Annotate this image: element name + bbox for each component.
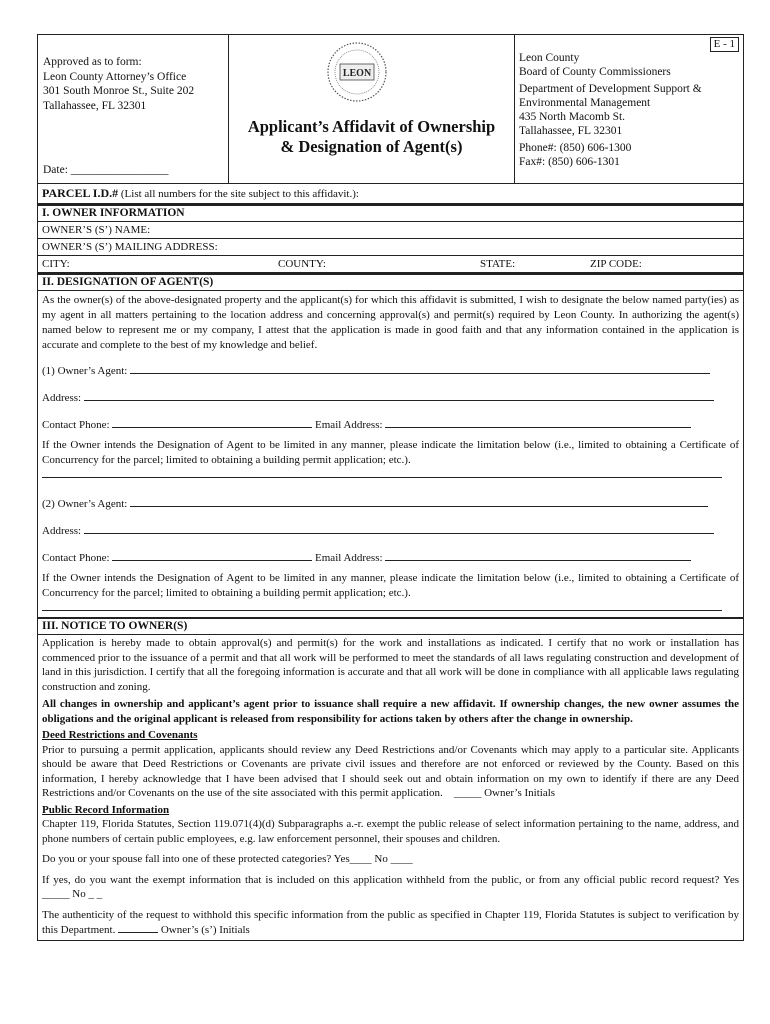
public-record-para: Chapter 119, Florida Statutes, Section 119.071(4)(d) Subparagraphs a.-r. exempt the public release of select information pertaining to the name, address, and phone numbers of certain public employees, e.g. law enforcement personnel, their spouses and children. xyxy=(42,818,739,845)
county-field[interactable]: COUNTY: xyxy=(278,258,326,270)
title-block xyxy=(229,35,515,183)
notice-heading: III. NOTICE TO OWNER(S) xyxy=(38,617,743,635)
approval-block xyxy=(38,35,229,183)
agent2-limitation-field[interactable] xyxy=(38,600,743,615)
agent1-limitation-text: If the Owner intends the Designation of Agent to be limited in any manner, please indicate the limitation below (i.e., limited to obtaining a Certificate of Concurrency for the parcel; limited to obtaining a building permit application; etc.). xyxy=(42,439,739,466)
deed-initials-field[interactable]: _____ Owner’s Initials xyxy=(453,787,556,799)
page-title: Applicant’s Affidavit of Ownership & Designation of Agent(s) xyxy=(247,117,496,156)
zip-field[interactable]: ZIP CODE: xyxy=(590,258,642,270)
notice-para: Application is hereby made to obtain approval(s) and permit(s) for the work and installations as indicated. I certify that no work or installation has commenced prior to the issuance of a permit and that all work will be performed to meet the standards of all laws regulating construction and development of land in this jurisdiction. I certify that all the foregoing information is accurate and that all work will be done in compliance with all applicable laws regulating construction and zoning. xyxy=(42,637,739,693)
deed-para: Prior to pursuing a permit application, applicants should review any Deed Restrictions and/or Covenants which may apply to a particular site. Applicants should be aware that Deed Restrictions or Covenants are private civil issues and therefore are not enforced or reviewed by the County. Based on this information, I hereby acknowledge that I have been advised that I should seek out and obtain information on my own to identify if there are any Deed Restrictions and/or Covenants on the use of the site associated with this permit application. _____ Owner’s Initials xyxy=(42,743,739,799)
approved-line: 301 South Monroe St., Suite 202 xyxy=(43,85,195,97)
ownership-change-notice: All changes in ownership and applicant’s agent prior to issuance shall require a new affidavit. If ownership changes, the new owner assumes the obligations and the original applicant is released from responsibility for actions taken by others after the change in ownership. xyxy=(42,698,739,725)
authenticity-para: The authenticity of the request to withhold this specific information from the public as specified in Chapter 119, Florida Statutes is subject to verification by this Department. Owner’s (s’) Initials xyxy=(42,908,739,936)
agent1-contact-row[interactable]: Contact Phone: Email Address: xyxy=(38,417,743,432)
public-record-heading: Public Record Information xyxy=(42,803,170,816)
agent1-limitation-field[interactable] xyxy=(38,467,743,482)
owner-info-heading: I. OWNER INFORMATION xyxy=(38,204,743,222)
affidavit-form xyxy=(37,34,744,941)
protected-category-question[interactable]: Do you or your spouse fall into one of these protected categories? Yes____ No ____ xyxy=(42,853,413,865)
city-field[interactable]: CITY: xyxy=(42,258,70,270)
approved-line: Leon County Attorney’s Office xyxy=(43,70,187,83)
withhold-question[interactable]: If yes, do you want the exempt information that is included on this application withheld from the public, or from any official public record request? Yes _____ No _ _ xyxy=(42,873,739,900)
form-header xyxy=(38,35,743,184)
department-block: E - 1 Leon County Board of County Commissioners Department of Development Support & Environmental Management 435 North Macomb St. Tallahassee, FL 32301 Phone#: (850) 606-1300 Fax#: (850) 606-1301 xyxy=(515,35,743,183)
deed-heading: Deed Restrictions and Covenants xyxy=(42,729,198,741)
owner-name-field[interactable]: OWNER’S (S’) NAME: xyxy=(38,222,743,239)
owner-address-field[interactable]: OWNER’S (S’) MAILING ADDRESS: xyxy=(38,239,743,256)
form-code: E - 1 xyxy=(710,37,739,52)
agent-heading: II. DESIGNATION OF AGENT(S) xyxy=(38,273,743,291)
phone-number: Phone#: (850) 606-1300 xyxy=(519,142,632,154)
agent2-limitation-text: If the Owner intends the Designation of Agent to be limited in any manner, please indicate the limitation below (i.e., limited to obtaining a Certificate of Concurrency for the parcel; limited to obtaining a building permit application; etc.). xyxy=(42,572,739,599)
county-seal-icon xyxy=(326,41,388,103)
approved-line: Approved as to form: xyxy=(43,56,142,68)
approved-line: Tallahassee, FL 32301 xyxy=(43,99,147,112)
fax-number: Fax#: (850) 606-1301 xyxy=(519,156,620,168)
agent1-address-field[interactable]: Address: xyxy=(38,390,743,405)
agent2-address-field[interactable]: Address: xyxy=(38,523,743,538)
city-county-row xyxy=(38,256,743,273)
agent2-name-field[interactable]: (2) Owner’s Agent: xyxy=(38,496,743,511)
agent2-contact-row[interactable]: Contact Phone: Email Address: xyxy=(38,550,743,565)
owner-initials-field[interactable]: Owner’s (s’) Initials xyxy=(160,924,250,936)
state-field[interactable]: STATE: xyxy=(480,258,516,270)
agent-intro: As the owner(s) of the above-designated property and the applicant(s) for which this affidavit is submitted, I wish to designate the below named party(ies) as my agent in all matters pertaining to the location address and concerning approval(s) and permit(s) required by Leon County. In authorizing the agent(s) named below to represent me or my company, I attest that the application is made in good faith and that any information contained in the application is accurate and complete to the best of my knowledge and belief. xyxy=(42,294,739,351)
agent1-name-field[interactable]: (1) Owner’s Agent: xyxy=(38,363,743,378)
seal-text: LEON xyxy=(342,68,372,79)
parcel-id-field[interactable]: PARCEL I.D.# (List all numbers for the site subject to this affidavit.): xyxy=(38,184,743,204)
date-field[interactable]: Date: _________________ xyxy=(43,164,169,176)
